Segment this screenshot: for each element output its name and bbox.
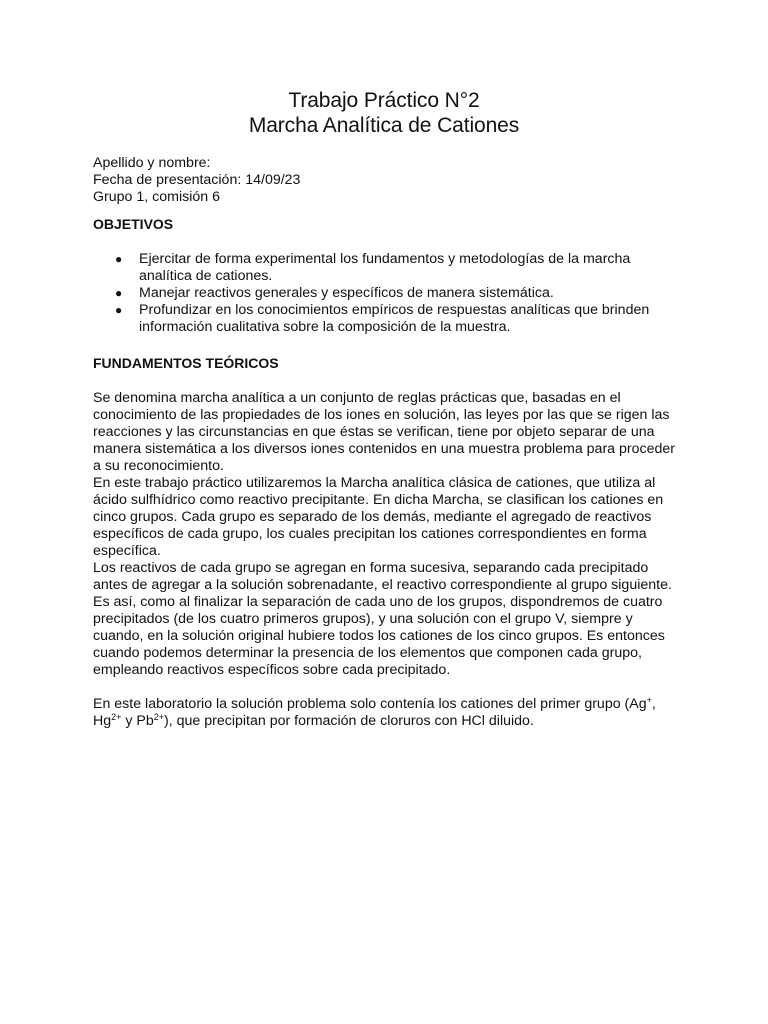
bullet-icon: ● (115, 286, 123, 300)
paragraph: Los reactivos de cada grupo se agregan en forma sucesiva, separando cada precipitado antes de agregar a la solución sobrenadante, el reactivo correspondiente al grupo siguiente. Es así, como al finalizar la separación de cada uno de los grupos, dispondremos de cuatro precipitados (de los cuatro primeros grupos), y una solución con el grupo V, siempre y cuando, en la solución original hubiere todos los cationes de los cinco grupos. Es entonces cuando podemos determinar la presencia de los elementos que componen cada grupo, empleando reactivos específicos sobre cada precipitado. (93, 560, 672, 678)
document-title (0, 88, 768, 138)
fundamentos-heading: FUNDAMENTOS TEÓRICOS (93, 355, 279, 371)
meta-block (93, 155, 683, 206)
date-line: Fecha de presentación: 14/09/23 (93, 172, 301, 188)
bullet-icon: ● (115, 252, 123, 266)
objetivos-heading: OBJETIVOS (93, 216, 174, 232)
final-outro: ), que precipitan por formación de cloruros con HCl diluido. (164, 713, 534, 729)
mercury-charge: 2+ (111, 712, 122, 722)
final-paragraph (93, 696, 683, 730)
group-line: Grupo 1, comisión 6 (93, 189, 220, 205)
title-line-1: Trabajo Práctico N°2 (288, 89, 480, 112)
document-body (93, 155, 683, 730)
objectives-list (93, 251, 683, 336)
silver-ion: Ag (629, 696, 647, 712)
list-item-text: Manejar reactivos generales y específicos de manera sistemática. (139, 285, 554, 301)
name-label: Apellido y nombre: (93, 155, 211, 171)
paragraph: Se denomina marcha analítica a un conjunto de reglas prácticas que, basadas en el conocimiento de las propiedades de los iones en solución, las leyes por las que se rigen las reacciones y las circunstancias en que éstas se verifican, tiene por objeto separar de una manera sistemática a los diversos iones contenidos en una muestra problema para proceder a su reconocimiento. (93, 390, 675, 474)
lead-ion: Pb (136, 713, 154, 729)
separator: , (651, 696, 656, 712)
paragraph: En este trabajo práctico utilizaremos la Marcha analítica clásica de cationes, que utiliza al ácido sulfhídrico como reactivo precipitante. En dicha Marcha, se clasifican los cationes en cinco grupos. Cada grupo es separado de los demás, mediante el agregado de reactivos específicos de cada grupo, los cuales precipitan los cationes correspondientes en forma específica. (93, 475, 664, 559)
separator: y (121, 713, 137, 729)
lead-charge: 2+ (153, 712, 165, 722)
bullet-icon: ● (115, 303, 123, 317)
list-item (93, 285, 683, 302)
list-item-text: Ejercitar de forma experimental los fundamentos y metodologías de la marcha analítica de cationes. (139, 251, 631, 284)
mercury-ion: Hg (93, 713, 112, 729)
list-item (93, 302, 683, 336)
silver-charge: + (646, 695, 652, 705)
final-intro: En este laboratorio la solución problema solo contenía los cationes del primer grupo ( (93, 696, 630, 712)
list-item (93, 251, 683, 285)
list-item-text: Profundizar en los conocimientos empíricos de respuestas analíticas que brinden información cualitativa sobre la composición de la muestra. (139, 302, 650, 335)
title-line-2: Marcha Analítica de Cationes (248, 114, 520, 137)
